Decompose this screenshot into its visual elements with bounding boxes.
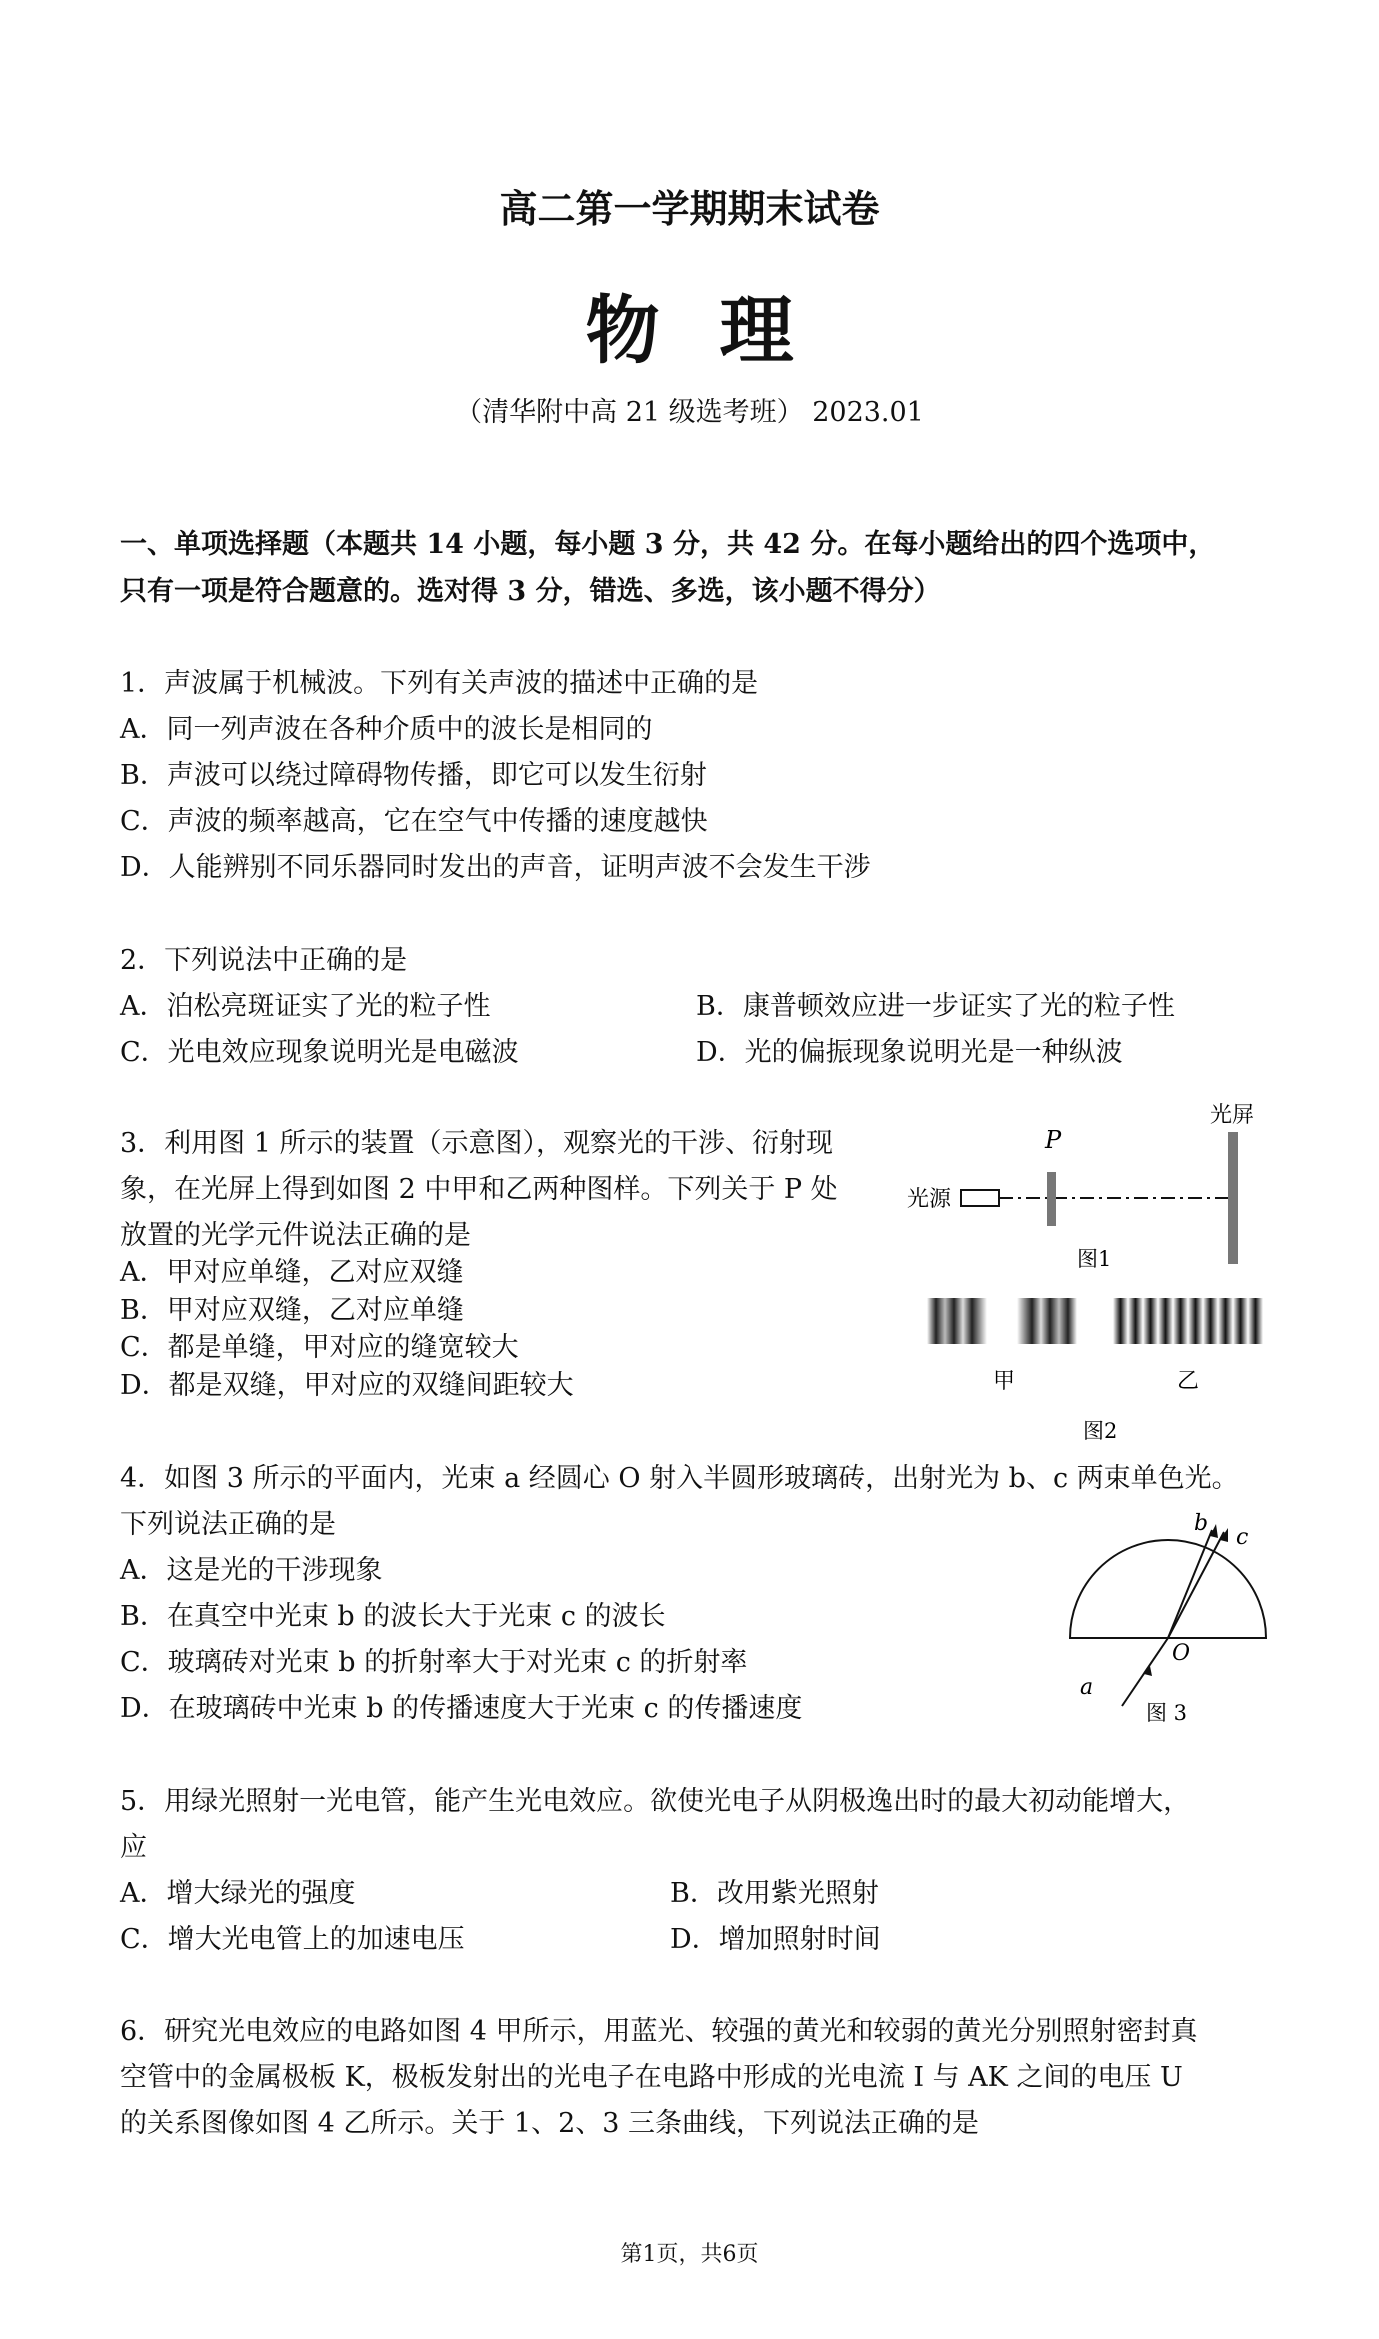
figure-1-apparatus xyxy=(895,1100,1275,1290)
light-source-box xyxy=(961,1190,999,1206)
fig1-screen-label: 光屏 xyxy=(1210,1103,1255,1128)
page-footer: 第1页，共6页 xyxy=(620,2242,759,2267)
q5-stem-line2: 应 xyxy=(120,1832,147,1863)
fig1-caption: 图1 xyxy=(1077,1247,1112,1271)
fig2-caption: 图2 xyxy=(1083,1419,1118,1443)
pattern-jia xyxy=(927,1298,1077,1344)
q1-stem: 1．声波属于机械波。下列有关声波的描述中正确的是 xyxy=(120,668,759,699)
section-heading-line2: 只有一项是符合题意的。选对得 3 分，错选、多选，该小题不得分） xyxy=(120,576,941,607)
q4-option-a: A．这是光的干涉现象 xyxy=(120,1555,383,1586)
section-heading-rest: （本题共 14 小题，每小题 3 分，共 42 分。在每小题给出的四个选项中， xyxy=(309,529,1216,560)
q5-stem-line1: 5．用绿光照射一光电管，能产生光电效应。欲使光电子从阴极逸出时的最大初动能增大， xyxy=(120,1786,1191,1817)
ray-b xyxy=(1168,1530,1212,1638)
slit-element-p xyxy=(1047,1172,1056,1226)
q3-stem-line3: 放置的光学元件说法正确的是 xyxy=(120,1220,471,1251)
q6-line3: 的关系图像如图 4 乙所示。关于 1、2、3 三条曲线，下列说法正确的是 xyxy=(120,2108,980,2139)
label-c: c xyxy=(1236,1525,1249,1550)
q5-option-a: A．增大绿光的强度 xyxy=(120,1878,356,1909)
fig3-caption: 图 3 xyxy=(1146,1701,1188,1725)
q2-stem: 2．下列说法中正确的是 xyxy=(120,945,408,976)
label-o: O xyxy=(1172,1641,1191,1666)
q1-option-d: D．人能辨别不同乐器同时发出的声音，证明声波不会发生干涉 xyxy=(120,852,871,883)
exam-title: 高二第一学期期末试卷 xyxy=(499,186,880,231)
q3-stem-line1: 3．利用图 1 所示的装置（示意图），观察光的干涉、衍射现 xyxy=(120,1128,834,1159)
q3-option-a: A．甲对应单缝，乙对应双缝 xyxy=(120,1257,464,1288)
label-b: b xyxy=(1194,1511,1209,1536)
fig2-label-yi: 乙 xyxy=(1177,1369,1200,1394)
q4-stem-line2: 下列说法正确的是 xyxy=(120,1509,336,1540)
q3-option-b: B．甲对应双缝，乙对应单缝 xyxy=(120,1295,464,1326)
q4-option-b: B．在真空中光束 b 的波长大于光束 c 的波长 xyxy=(120,1601,666,1632)
q6-line2: 空管中的金属极板 K，极板发射出的光电子在电路中形成的光电流 I 与 AK 之间的电压 U xyxy=(120,2062,1183,2093)
semicircle-glass xyxy=(1070,1540,1266,1638)
q2-option-d: D．光的偏振现象说明光是一种纵波 xyxy=(696,1037,1123,1068)
section-heading-bold: 一、单项选择题 xyxy=(120,529,309,560)
q6-line1: 6．研究光电效应的电路如图 4 甲所示，用蓝光、较强的黄光和较弱的黄光分别照射密封真 xyxy=(120,2016,1198,2047)
q3-option-c: C．都是单缝，甲对应的缝宽较大 xyxy=(120,1332,519,1363)
q2-option-a: A．泊松亮斑证实了光的粒子性 xyxy=(120,991,491,1022)
q4-option-c: C．玻璃砖对光束 b 的折射率大于对光束 c 的折射率 xyxy=(120,1647,748,1678)
exam-subtitle: （清华附中高 21 级选考班） 2023.01 xyxy=(455,397,924,428)
fig1-p-label: P xyxy=(1045,1126,1062,1154)
q3-stem-line2: 象，在光屏上得到如图 2 中甲和乙两种图样。下列关于 P 处 xyxy=(120,1174,838,1205)
q2-option-c: C．光电效应现象说明光是电磁波 xyxy=(120,1037,519,1068)
q1-option-a: A．同一列声波在各种介质中的波长是相同的 xyxy=(120,714,653,745)
incident-ray-a xyxy=(1122,1638,1168,1706)
fig2-label-jia: 甲 xyxy=(993,1369,1016,1394)
figure-2-patterns xyxy=(925,1290,1270,1450)
q2-option-b: B．康普顿效应进一步证实了光的粒子性 xyxy=(696,991,1175,1022)
q5-option-d: D．增加照射时间 xyxy=(670,1924,881,1955)
subject-title: 物理 xyxy=(585,288,854,374)
q4-option-d: D．在玻璃砖中光束 b 的传播速度大于光束 c 的传播速度 xyxy=(120,1693,803,1724)
section-heading-line1 xyxy=(120,528,1215,562)
q1-option-c: C．声波的频率越高，它在空气中传播的速度越快 xyxy=(120,806,708,837)
q5-option-c: C．增大光电管上的加速电压 xyxy=(120,1924,465,1955)
q1-option-b: B．声波可以绕过障碍物传播，即它可以发生衍射 xyxy=(120,760,707,791)
label-a: a xyxy=(1080,1675,1094,1700)
q5-option-b: B．改用紫光照射 xyxy=(670,1878,879,1909)
pattern-yi xyxy=(1113,1298,1263,1344)
ray-c xyxy=(1168,1532,1224,1638)
light-screen xyxy=(1228,1132,1238,1264)
ray-c-arrow xyxy=(1220,1528,1228,1542)
q4-stem-line1: 4．如图 3 所示的平面内，光束 a 经圆心 O 射入半圆形玻璃砖，出射光为 b、c 两束单色光。 xyxy=(120,1463,1239,1494)
fig1-source-label: 光源 xyxy=(907,1187,952,1212)
figure-3-glass-block xyxy=(1060,1510,1275,1740)
q3-option-d: D．都是双缝，甲对应的双缝间距较大 xyxy=(120,1370,574,1401)
